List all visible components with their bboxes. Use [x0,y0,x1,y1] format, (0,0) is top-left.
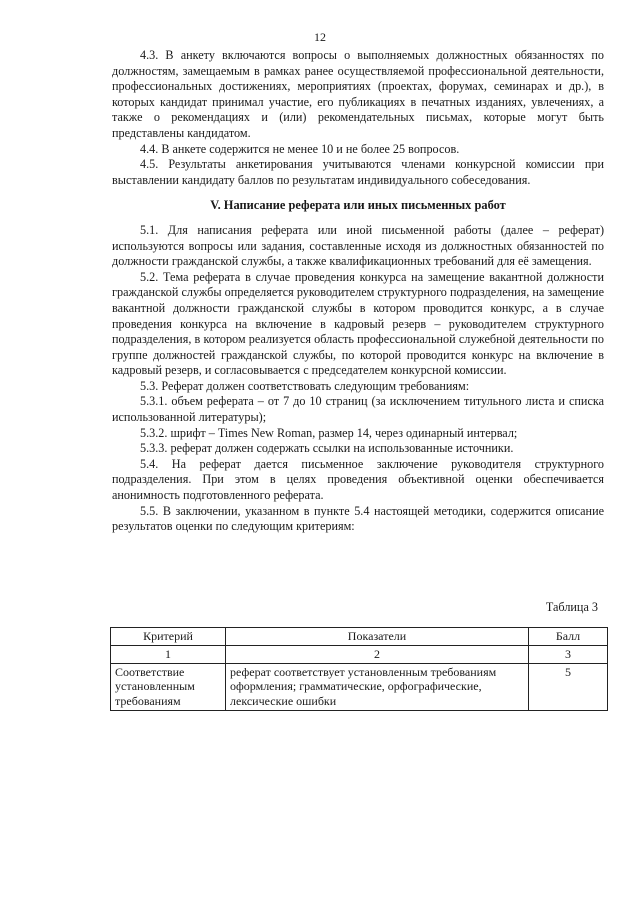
table-header-row [111,628,608,646]
paragraph-5-4: 5.4. На реферат дается письменное заключение руководителя структурного подразделения. При этом в целях проведения объективной оценки обеспечивается анонимность подготовленного реферата. [112,456,604,503]
paragraph-5-5: 5.5. В заключении, указанном в пункте 5.4 настоящей методики, содержится описание результатов оценки по следующим критериям: [112,503,604,534]
paragraph-5-1: 5.1. Для написания реферата или иной письменной работы (далее – реферат) используются вопросы или задания, составленные исходя из должностных обязанностей по должности гражданской службы, а также квалификационных требований для её замещения. [112,222,604,269]
indicators-cell: реферат соответствует установленным требованиям оформления; грамматические, орфографические, лексические ошибки [226,663,529,710]
section-5-heading: V. Написание реферата или иных письменных работ [210,198,506,213]
header-criterion: Критерий [111,628,226,646]
score-cell: 5 [529,663,608,710]
table-caption: Таблица 3 [545,600,598,614]
criterion-cell: Соответствие установленным требованиям [111,663,226,710]
paragraph-5-3-3: 5.3.3. реферат должен содержать ссылки на использованные источники. [140,441,514,456]
page-number: 12 [314,30,326,44]
column-number: 3 [529,645,608,663]
document-body [112,48,604,535]
column-number: 2 [226,645,529,663]
column-number: 1 [111,645,226,663]
paragraph-5-3: 5.3. Реферат должен соответствовать следующим требованиям: [140,378,470,393]
paragraph-4-3: 4.3. В анкету включаются вопросы о выполняемых должностных обязанностях по должностям, замещаемым в рамках ранее осуществляемой профессиональной деятельности, профессиональных достижениях, мероприятиях (проектах, форумах, семинарах и др.), в которых кандидат принимал участие, его публикациях в печатных изданиях, увлечениях, а также о рекомендациях и (или) рекомендательных письмах, которые могут быть представлены кандидатом. [112,48,604,140]
paragraph-5-3-2: 5.3.2. шрифт – Times New Roman, размер 14, через одинарный интервал; [140,425,518,440]
header-indicators: Показатели [226,628,529,646]
paragraph-4-5: 4.5. Результаты анкетирования учитываются членами конкурсной комиссии при выставлении кандидату баллов по результатам индивидуального собеседования. [112,157,604,187]
table-row [111,663,608,710]
paragraph-5-2: 5.2. Тема реферата в случае проведения конкурса на замещение вакантной должности гражданской службы определяется руководителем структурного подразделения, на замещение вакантной должности гражданской службы в котором проводится конкурс, а в случае проведения конкурса на включение в кадровый резерв – руководителем структурного подразделения, в котором реализуется область профессиональной служебной деятельности по группе должностей гражданской службы, по которой проводится конкурс на включение в кадровый резерв, и согласовывается с председателем конкурсной комиссии. [112,269,604,378]
header-score: Балл [529,628,608,646]
paragraph-5-3-1: 5.3.1. объем реферата – от 7 до 10 страниц (за исключением титульного листа и списка использованной литературы); [112,394,604,425]
criteria-table [110,627,608,711]
table-number-row [111,645,608,663]
paragraph-4-4: 4.4. В анкете содержится не менее 10 и не более 25 вопросов. [140,141,460,156]
